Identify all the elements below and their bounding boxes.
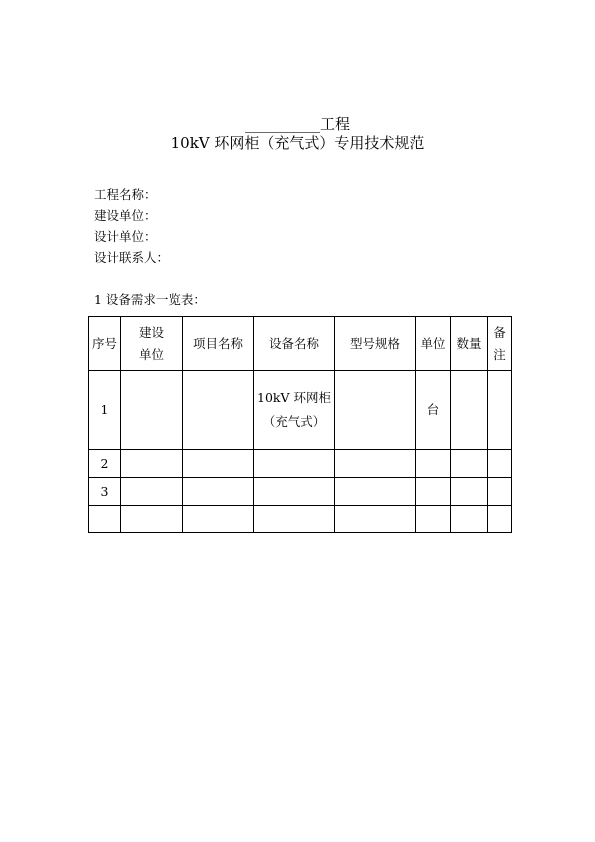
table-cell bbox=[121, 478, 183, 506]
construction-unit-label: 建设单位： bbox=[94, 208, 157, 223]
table-cell bbox=[488, 506, 512, 533]
table-cell bbox=[89, 506, 121, 533]
header-cell-construction-unit: 建设单位 bbox=[121, 317, 183, 371]
table-cell bbox=[254, 506, 335, 533]
design-contact-label: 设计联系人： bbox=[94, 250, 170, 265]
table-cell bbox=[416, 450, 451, 478]
table-cell bbox=[335, 478, 416, 506]
table-cell bbox=[488, 450, 512, 478]
table-row bbox=[89, 478, 512, 506]
table-cell: 3 bbox=[89, 478, 121, 506]
table-cell bbox=[121, 450, 183, 478]
header-cell-project-name: 项目名称 bbox=[183, 317, 254, 371]
table-cell bbox=[488, 371, 512, 450]
table-cell bbox=[335, 506, 416, 533]
table-cell bbox=[451, 478, 488, 506]
header-cell-index: 序号 bbox=[89, 317, 121, 371]
header-cell-unit: 单位 bbox=[416, 317, 451, 371]
table-row bbox=[89, 371, 512, 450]
header-cell-quantity: 数量 bbox=[451, 317, 488, 371]
table-cell bbox=[254, 478, 335, 506]
table-cell bbox=[451, 506, 488, 533]
table-cell: 2 bbox=[89, 450, 121, 478]
section-title: 1 设备需求一览表： bbox=[94, 292, 206, 307]
table-cell bbox=[121, 371, 183, 450]
design-unit-label: 设计单位： bbox=[94, 229, 157, 244]
table-cell bbox=[451, 371, 488, 450]
table-cell bbox=[488, 478, 512, 506]
table-cell: 10kV 环网柜（充气式） bbox=[254, 371, 335, 450]
table-cell bbox=[416, 478, 451, 506]
table-cell bbox=[335, 450, 416, 478]
table-cell: 台 bbox=[416, 371, 451, 450]
table-cell: 1 bbox=[89, 371, 121, 450]
table-cell bbox=[183, 478, 254, 506]
project-name-label: 工程名称： bbox=[94, 187, 157, 202]
table-cell bbox=[183, 450, 254, 478]
table-cell bbox=[254, 450, 335, 478]
document-title-project: __________工程 bbox=[244, 115, 350, 133]
table-header-row bbox=[89, 317, 512, 371]
table-cell bbox=[416, 506, 451, 533]
equipment-requirement-table bbox=[88, 316, 512, 533]
header-cell-model-spec: 型号规格 bbox=[335, 317, 416, 371]
table-cell bbox=[183, 506, 254, 533]
header-cell-remarks: 备注 bbox=[488, 317, 512, 371]
project-info bbox=[94, 184, 169, 268]
table-cell bbox=[183, 371, 254, 450]
header-cell-equipment-name: 设备名称 bbox=[254, 317, 335, 371]
table-row bbox=[89, 450, 512, 478]
table-row bbox=[89, 506, 512, 533]
table-cell bbox=[335, 371, 416, 450]
document-title: 10kV 环网柜（充气式）专用技术规范 bbox=[170, 134, 425, 152]
table-cell bbox=[121, 506, 183, 533]
table-cell bbox=[451, 450, 488, 478]
